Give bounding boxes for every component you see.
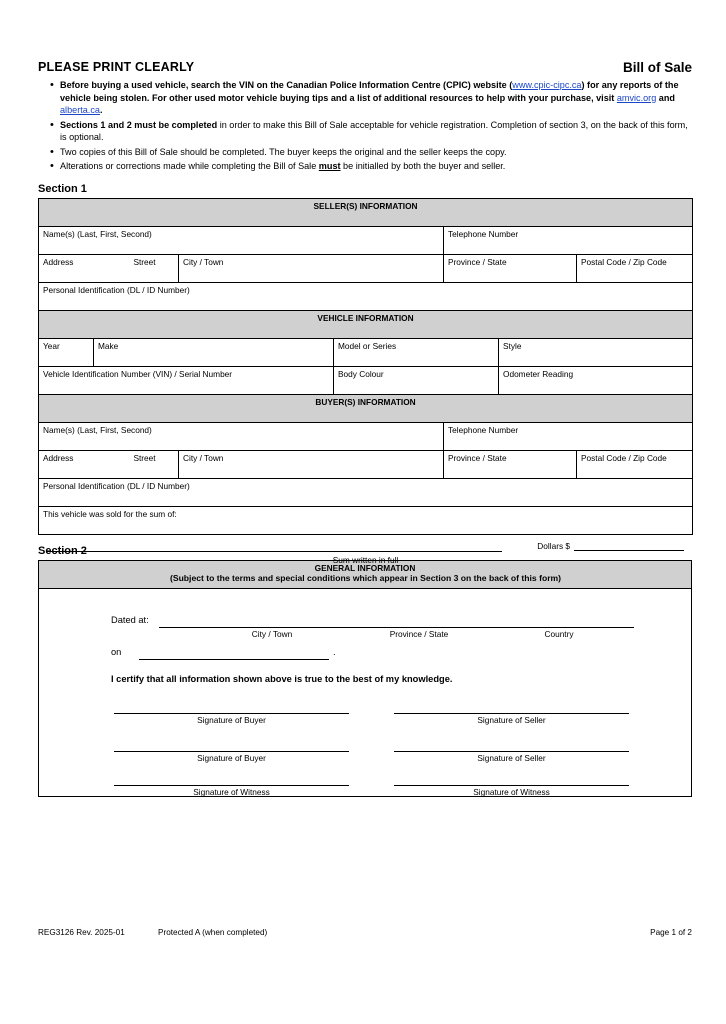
dollars-field[interactable] <box>504 539 684 551</box>
seller-city-label: City / Town <box>183 256 224 267</box>
dollars-label: Dollars $ <box>537 540 571 551</box>
instruction-text: must <box>318 161 341 171</box>
vehicle-style-label: Style <box>503 340 522 351</box>
document-header <box>38 60 692 75</box>
vehicle-vin-field[interactable] <box>39 366 334 394</box>
sold-for-label: This vehicle was sold for the sum of: <box>43 508 177 519</box>
instruction-text: ( <box>506 80 513 90</box>
protection-notice: Protected A (when completed) <box>158 928 268 937</box>
instruction-text: Sections 1 and 2 must be completed <box>60 119 218 130</box>
vehicle-vin-label: Vehicle Identification Number (VIN) / Serial Number <box>43 368 233 379</box>
buyer-names-field[interactable] <box>39 422 444 450</box>
seller-city-field[interactable] <box>179 254 444 282</box>
seller-address-label: Address <box>43 256 74 267</box>
instruction-text: and <box>656 92 675 103</box>
instruction-text: in order to make this Bill of Sale acceptable for vehicle registration. Completion of section 3, on the back of this form, is optional. <box>60 119 688 142</box>
vehicle-odometer-field[interactable] <box>499 366 693 394</box>
buyer-postal-field[interactable] <box>577 450 693 478</box>
signature-caption-witness-1: Signature of Witness <box>193 786 270 797</box>
sum-written-caption: Sum written in full <box>332 554 399 565</box>
buyer-street-label: Street <box>133 452 156 463</box>
signature-caption-buyer-2: Signature of Buyer <box>197 752 266 763</box>
external-link[interactable]: amvic.org <box>616 92 657 103</box>
signature-line-buyer-2[interactable] <box>114 751 349 752</box>
general-information-header: GENERAL INFORMATION <box>39 560 692 588</box>
seller-telephone-field[interactable] <box>444 226 693 254</box>
buyer-personal-id-label: Personal Identification (DL / ID Number) <box>43 480 190 491</box>
instruction-text: Before buying a used vehicle, search the VIN on the Canadian Police Information Centre (CPIC) website <box>60 80 507 90</box>
dollars-input-line[interactable] <box>574 539 684 551</box>
general-information-box <box>38 589 692 797</box>
instruction-text: Two copies of this Bill of Sale should be completed. The buyer keeps the original and the seller keeps the copy. <box>60 146 507 157</box>
seller-names-label: Name(s) (Last, First, Second) <box>43 228 152 239</box>
seller-personal-id-label: Personal Identification (DL / ID Number) <box>43 284 190 295</box>
buyer-province-field[interactable] <box>444 450 577 478</box>
signature-line-witness-2[interactable] <box>394 785 629 786</box>
buyer-postal-label: Postal Code / Zip Code <box>581 452 667 463</box>
form-number: REG3126 Rev. 2025-01 <box>38 928 125 937</box>
buyer-personal-id-field[interactable] <box>39 478 693 506</box>
date-line[interactable] <box>139 659 329 660</box>
seller-names-field[interactable] <box>39 226 444 254</box>
vehicle-odometer-label: Odometer Reading <box>503 368 574 379</box>
dated-country-caption: Country <box>544 628 574 639</box>
print-clearly-heading: PLEASE PRINT CLEARLY <box>38 60 195 74</box>
instruction-item <box>52 79 692 117</box>
signature-caption-seller-1: Signature of Seller <box>477 714 546 725</box>
buyer-province-label: Province / State <box>448 452 507 463</box>
vehicle-make-field[interactable] <box>94 338 334 366</box>
signature-line-buyer-1[interactable] <box>114 713 349 714</box>
document-footer <box>38 928 692 937</box>
signature-caption-witness-2: Signature of Witness <box>473 786 550 797</box>
buyer-city-field[interactable] <box>179 450 444 478</box>
seller-postal-label: Postal Code / Zip Code <box>581 256 667 267</box>
page-title: Bill of Sale <box>622 60 692 75</box>
signature-line-witness-1[interactable] <box>114 785 349 786</box>
vehicle-style-field[interactable] <box>499 338 693 366</box>
vehicle-year-field[interactable] <box>39 338 94 366</box>
document-content <box>38 60 692 797</box>
instruction-item <box>52 160 692 173</box>
date-period: . <box>333 646 336 657</box>
seller-province-field[interactable] <box>444 254 577 282</box>
seller-province-label: Province / State <box>448 256 507 267</box>
vehicle-make-label: Make <box>98 340 119 351</box>
dated-at-line[interactable] <box>159 627 634 628</box>
signature-line-seller-1[interactable] <box>394 713 629 714</box>
buyers-information-header: BUYER(S) INFORMATION <box>39 394 693 422</box>
instruction-text: ) for any reports of the vehicle being stolen. For other used motor vehicle buying tips and a list of additional resources to help with your purchase, visit <box>60 80 679 103</box>
signature-caption-seller-2: Signature of Seller <box>477 752 546 763</box>
section-1-label: Section 1 <box>38 182 87 195</box>
buyer-city-label: City / Town <box>183 452 224 463</box>
instruction-item <box>52 119 692 144</box>
signature-caption-buyer-1: Signature of Buyer <box>197 714 266 725</box>
subject-to-terms-note: (Subject to the terms and special conditions which appear in Section 3 on the back of this form) <box>169 572 562 583</box>
vehicle-body-colour-label: Body Colour <box>338 368 384 379</box>
seller-postal-field[interactable] <box>577 254 693 282</box>
certify-statement: I certify that all information shown above is true to the best of my knowledge. <box>111 673 453 684</box>
external-link[interactable]: alberta.ca <box>60 105 100 115</box>
buyer-address-label: Address <box>43 452 74 463</box>
sellers-information-header: SELLER(S) INFORMATION <box>39 198 693 226</box>
buyer-telephone-field[interactable] <box>444 422 693 450</box>
seller-street-label: Street <box>133 256 156 267</box>
instructions-list <box>38 79 692 173</box>
buyer-names-label: Name(s) (Last, First, Second) <box>43 424 152 435</box>
instruction-text: be initialled by both the buyer and seller. <box>340 161 506 171</box>
external-link[interactable]: www.cpic-cipc.ca <box>512 80 582 90</box>
seller-telephone-label: Telephone Number <box>448 228 519 239</box>
vehicle-body-colour-field[interactable] <box>334 366 499 394</box>
instruction-text: Alterations or corrections made while completing the Bill of Sale <box>60 161 319 171</box>
dated-province-caption: Province / State <box>389 628 449 639</box>
signature-line-seller-2[interactable] <box>394 751 629 752</box>
buyer-address-field[interactable] <box>39 450 179 478</box>
instruction-text: . <box>99 105 103 115</box>
section-2-label: Section 2 <box>38 544 87 557</box>
vehicle-model-field[interactable] <box>334 338 499 366</box>
seller-address-field[interactable] <box>39 254 179 282</box>
vehicle-model-label: Model or Series <box>338 340 397 351</box>
vehicle-year-label: Year <box>43 340 60 351</box>
dated-city-caption: City / Town <box>251 628 293 639</box>
on-label: on <box>111 646 122 657</box>
buyer-telephone-label: Telephone Number <box>448 424 519 435</box>
page-number: Page 1 of 2 <box>650 928 692 937</box>
vehicle-information-header: VEHICLE INFORMATION <box>39 310 693 338</box>
seller-personal-id-field[interactable] <box>39 282 693 310</box>
sum-written-line <box>47 551 502 552</box>
instruction-item <box>52 146 692 159</box>
dated-at-label: Dated at: <box>111 614 149 625</box>
